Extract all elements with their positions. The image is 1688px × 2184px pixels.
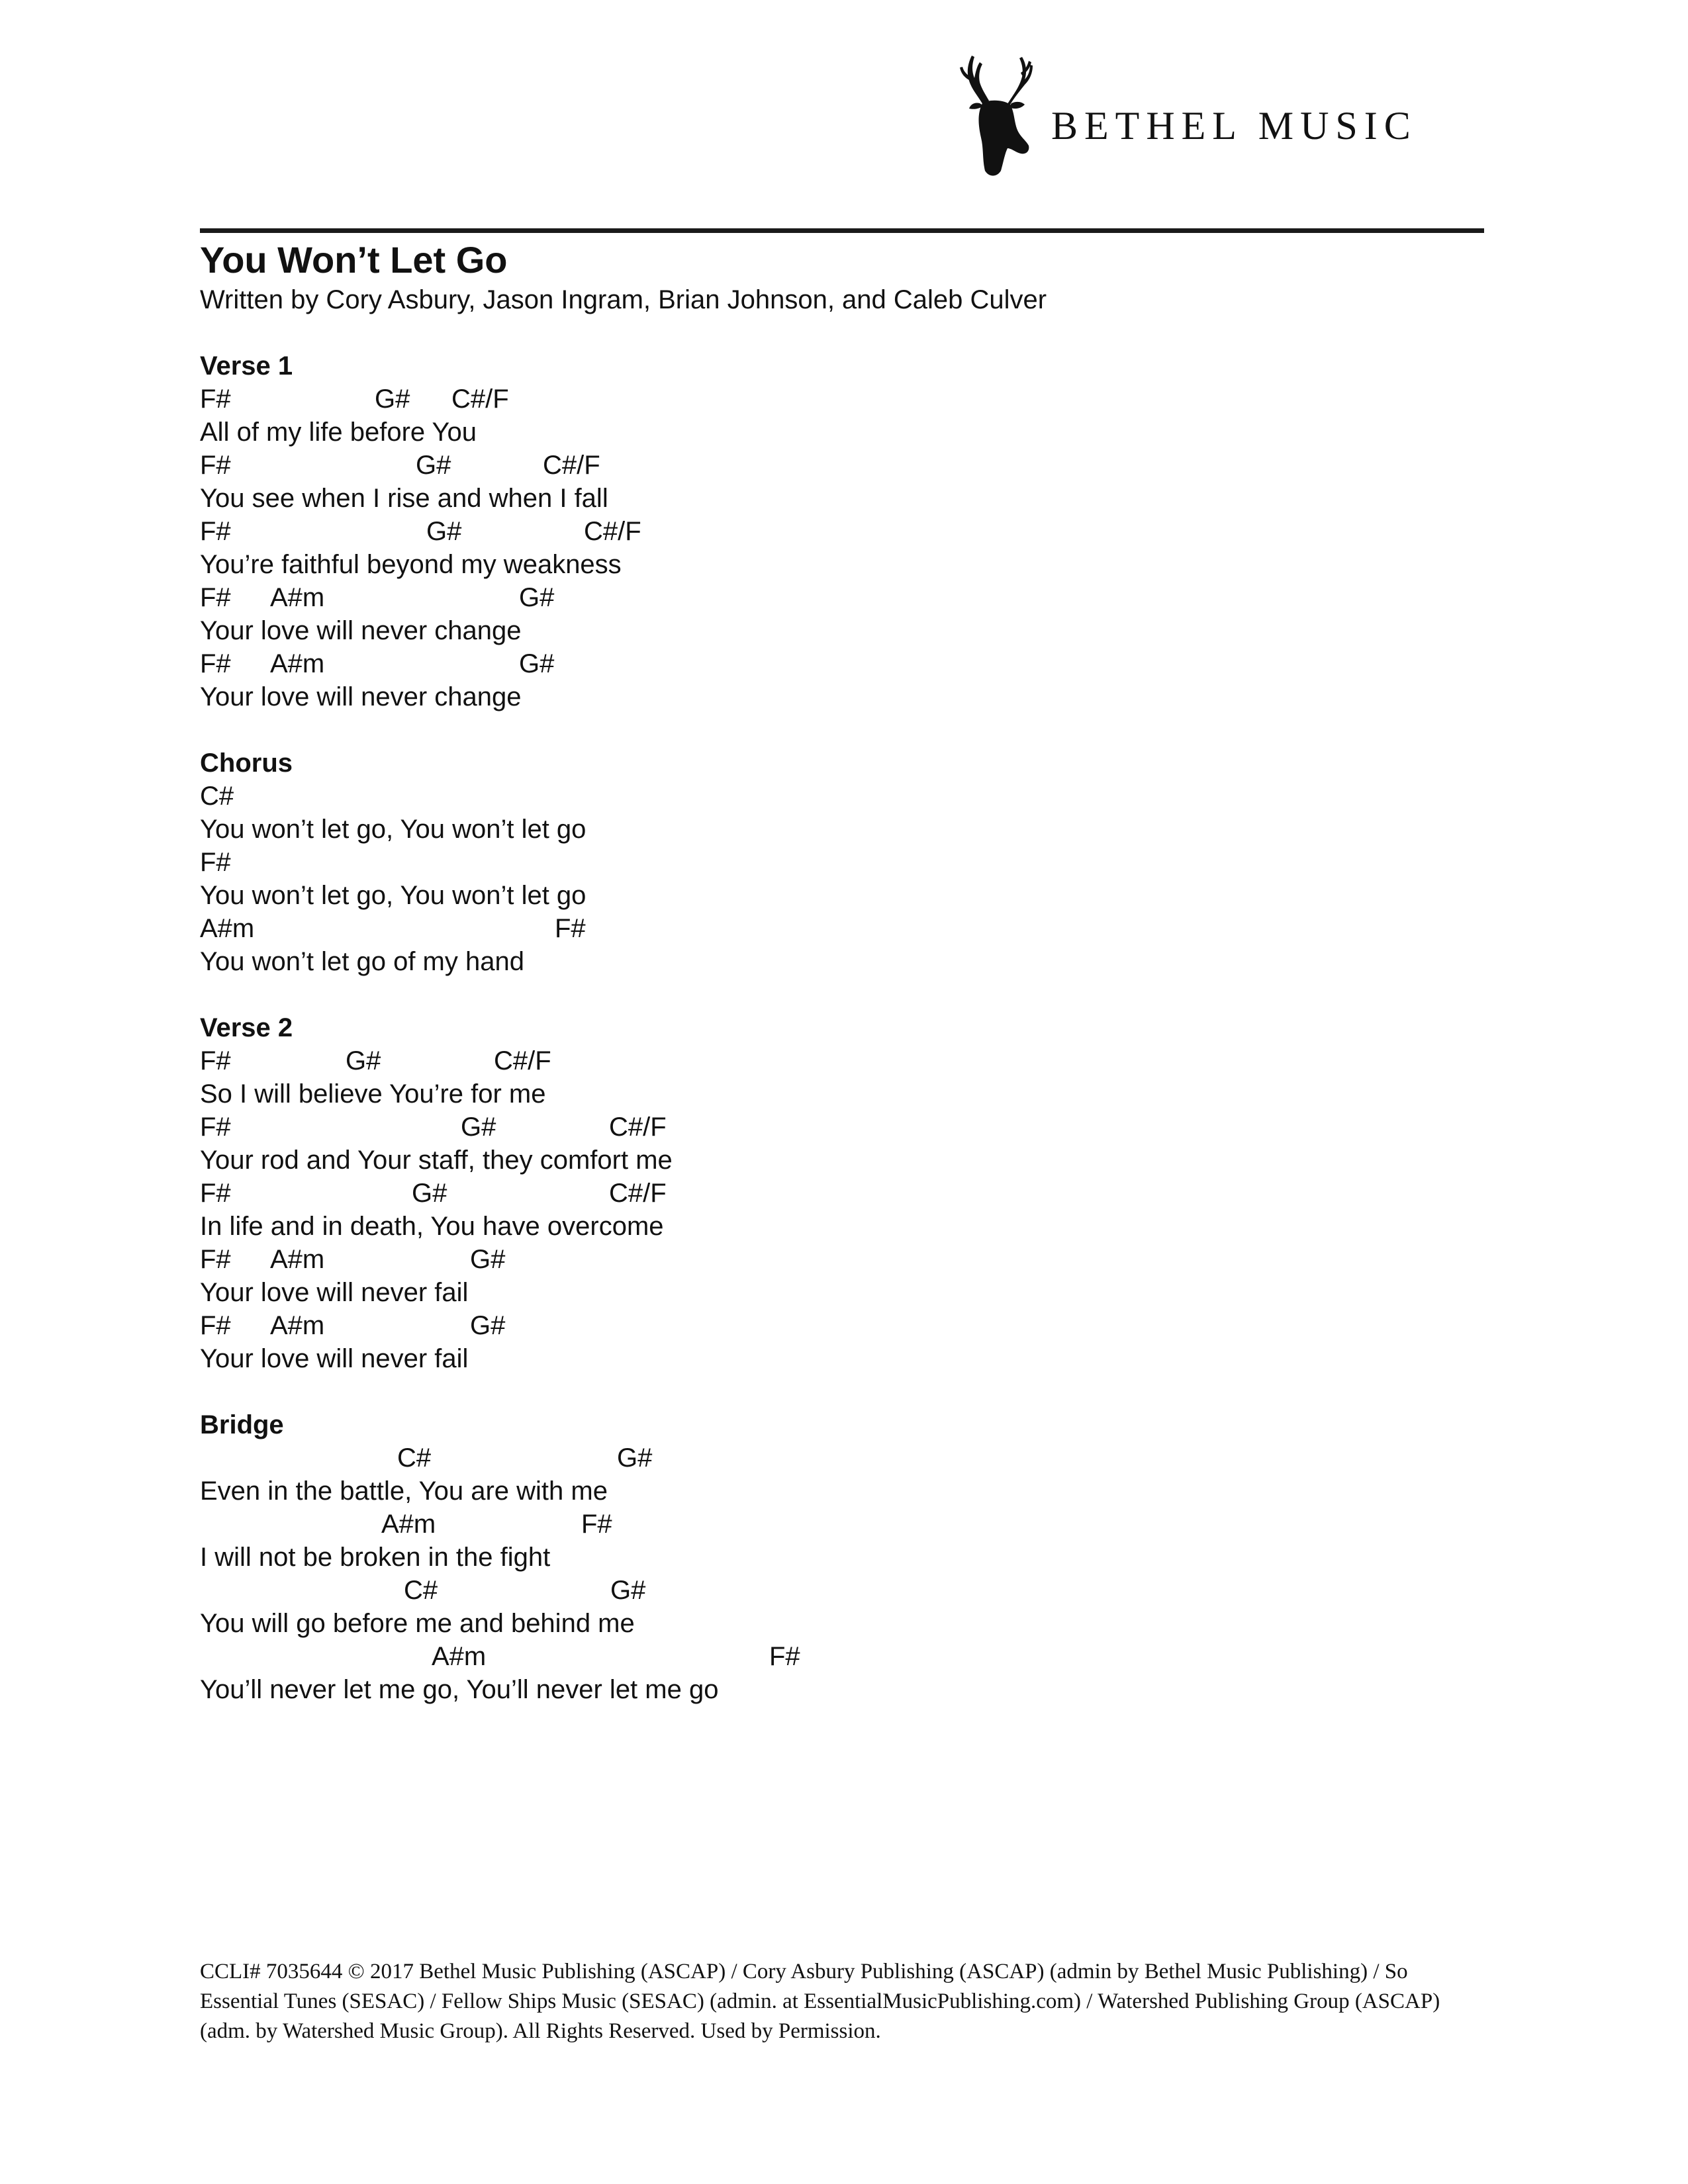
chord: C#/F [609,1179,667,1208]
chord: F# [200,385,231,414]
lyric-line: In life and in death, You have overcome [200,1212,664,1241]
section-heading-verse-2: Verse 2 [200,1013,293,1042]
lyric-line: All of my life before You [200,418,477,447]
section-heading-bridge: Bridge [200,1410,284,1439]
copyright-notice: CCLI# 7035644 © 2017 Bethel Music Publishing (ASCAP) / Cory Asbury Publishing (ASCAP) (admin by Bethel Music Publishing) / So Essential Tunes (SESAC) / Fellow Ships Music (SESAC) (admin. at EssentialMusicPublishing.com) / Watershed Publishing Group (ASCAP) (adm. by Watershed Music Group). All Rights Reserved. Used by Permission. [200,1960,1440,2043]
lyric-line: You’re faithful beyond my weakness [200,550,622,579]
chord: C#/F [609,1113,667,1142]
chord: F# [200,1046,231,1075]
chord: C#/F [543,451,600,480]
lyric-line: Your love will never fail [200,1278,469,1307]
lyric-line: You see when I rise and when I fall [200,484,608,513]
brand-name: BETHEL MUSIC [1051,104,1417,148]
chord: A#m [270,583,325,612]
brand-logo [951,48,1480,180]
header-rule [200,228,1484,233]
chord-line [200,515,1458,548]
chord: F# [200,1113,231,1142]
lyric-line: You won’t let go, You won’t let go [200,881,586,910]
chord: A#m [432,1642,487,1671]
chord: F# [769,1642,800,1671]
lyric-line: You won’t let go of my hand [200,947,524,976]
chord-line [200,1508,1458,1541]
chord: A#m [200,914,255,943]
lyric-line: Your rod and Your staff, they comfort me [200,1146,673,1175]
chord: C#/F [494,1046,551,1075]
chord-line [200,581,1458,614]
chord-line [200,1309,1458,1342]
chord: G# [470,1311,506,1340]
song-title: You Won’t Let Go [200,239,508,281]
chord: C#/F [451,385,509,414]
chord-line [200,1574,1458,1607]
chord: G# [519,583,555,612]
section-heading-chorus: Chorus [200,749,293,778]
chord-line [200,647,1458,680]
chord: G# [346,1046,381,1075]
chord: C# [397,1443,432,1473]
chord-line [200,1243,1458,1276]
chord: G# [412,1179,447,1208]
chord: G# [416,451,451,480]
chord: F# [200,583,231,612]
chord: G# [610,1576,646,1605]
chord: F# [200,517,231,546]
lyric-line: You will go before me and behind me [200,1609,635,1638]
chord-line [200,383,1458,416]
chord: G# [461,1113,496,1142]
chord: A#m [270,1311,325,1340]
chord: A#m [381,1510,436,1539]
chord-line [200,1441,1458,1475]
section-heading-verse-1: Verse 1 [200,351,293,381]
chord: G# [519,649,555,678]
chord: F# [200,1179,231,1208]
chord: F# [200,848,231,877]
chord-line [200,1177,1458,1210]
lyric-line: So I will believe You’re for me [200,1079,546,1109]
lyric-line: Even in the battle, You are with me [200,1477,608,1506]
lyric-line: You’ll never let me go, You’ll never let me go [200,1675,719,1704]
chord: A#m [270,649,325,678]
chord-line [200,1111,1458,1144]
chord: F# [200,649,231,678]
chord: G# [470,1245,506,1274]
chord: F# [200,451,231,480]
chord: F# [581,1510,612,1539]
lyric-line: Your love will never change [200,616,522,645]
chord-line [200,780,1458,813]
songwriter-credits: Written by Cory Asbury, Jason Ingram, Brian Johnson, and Caleb Culver [200,285,1047,314]
chord: C#/F [584,517,641,546]
lyric-line: I will not be broken in the fight [200,1543,551,1572]
chord-line [200,846,1458,879]
chord: F# [200,1311,231,1340]
chord: C# [404,1576,438,1605]
lyric-line: Your love will never fail [200,1344,469,1373]
chord: C# [200,782,234,811]
chord: A#m [270,1245,325,1274]
chord: F# [200,1245,231,1274]
chord: G# [375,385,410,414]
chord: F# [555,914,586,943]
lyric-line: You won’t let go, You won’t let go [200,815,586,844]
chord: G# [617,1443,653,1473]
chord-line [200,1044,1458,1077]
chord-line [200,1640,1458,1673]
chord: G# [426,517,462,546]
lyric-line: Your love will never change [200,682,522,711]
stag-head-icon [951,48,1043,180]
chord-line [200,912,1458,945]
chord-line [200,449,1458,482]
